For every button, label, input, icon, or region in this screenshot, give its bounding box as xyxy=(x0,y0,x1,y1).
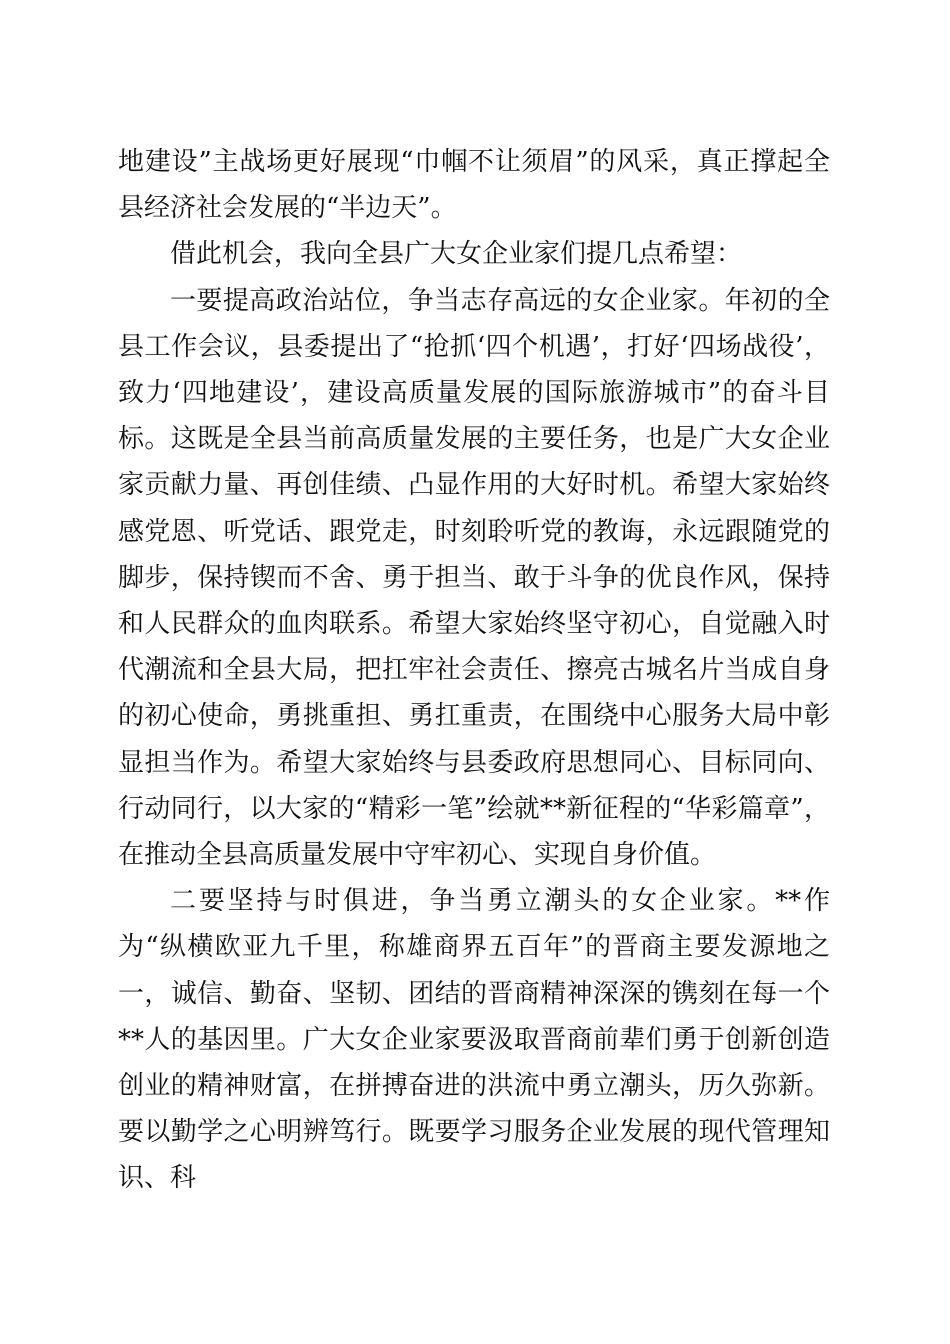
document-body xyxy=(118,139,830,1202)
paragraph-1: 地建设”主战场更好展现“巾帼不让须眉”的风采，真正撑起全县经济社会发展的“半边天”。 xyxy=(118,147,830,224)
paragraph-2: 借此机会，我向全县广大女企业家们提几点希望： xyxy=(170,239,743,270)
paragraph-3: 一要提高政治站位，争当志存高远的女企业家。年初的全县工作会议，县委提出了“抢抓‘四个机遇’，打好‘四场战役’，致力‘四地建设’，建设高质量发展的国际旅游城市”的奋斗目标。这既是全县当前高质量发展的主要任务，也是广大女企业家贡献力量、再创佳绩、凸显作用的大好时机。希望大家始终感党恩、听党话、跟党走，时刻聆听党的教诲，永远跟随党的脚步，保持锲而不舍、勇于担当、敢于斗争的优良作风，保持和人民群众的血肉联系。希望大家始终坚守初心，自觉融入时代潮流和全县大局，把扛牢社会责任、擦亮古城名片当成自身的初心使命，勇挑重担、勇扛重责，在围绕中心服务大局中彰显担当作为。希望大家始终与县委政府思想同心、目标同向、行动同行，以大家的“精彩一笔”绘就**新征程的“华彩篇章”，在推动全县高质量发展中守牢初心、实现自身价值。 xyxy=(118,285,830,871)
paragraph-4: 二要坚持与时俱进，争当勇立潮头的女企业家。**作为“纵横欧亚九千里，称雄商界五百年”的晋商主要发源地之一，诚信、勤奋、坚韧、团结的晋商精神深深的镌刻在每一个**人的基因里。广大女企业家要汲取晋商前辈们勇于创新创造创业的精神财富，在拼搏奋进的洪流中勇立潮头，历久弥新。要以勤学之心明辨笃行。既要学习服务企业发展的现代管理知识、科 xyxy=(118,886,830,1194)
